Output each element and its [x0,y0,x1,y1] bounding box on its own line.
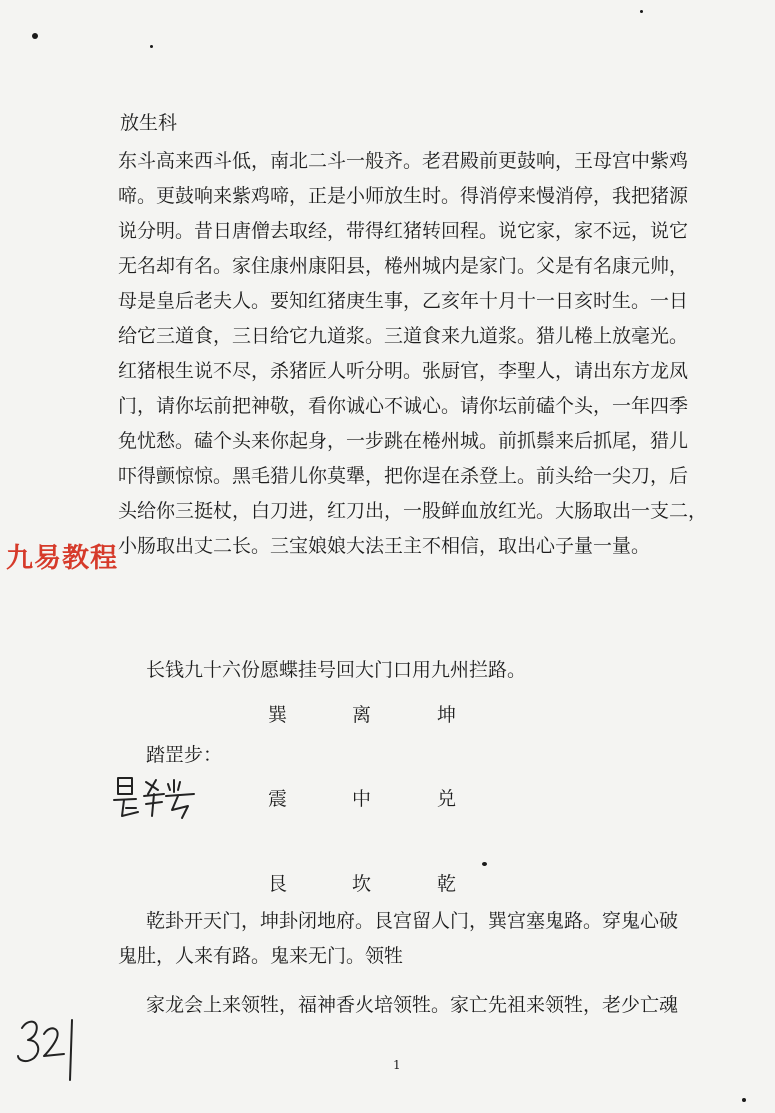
text-line: 头给你三挺杖，白刀进，红刀出，一股鲜血放红光。大肠取出一支二， [118,500,708,522]
paragraph-money [118,653,738,688]
trigram-zhong: 中 [352,788,372,810]
text-line: 乾卦开天门，坤卦闭地府。艮宫留人门，巽宫塞鬼路。穿鬼心破 [146,910,679,932]
text-line: 小肠取出丈二长。三宝娘娘大法王主不相信，取出心子量一量。 [118,535,651,557]
scan-speck [640,10,643,13]
text-line: 吓得颤惊惊。黑毛猎儿你莫犟，把你逞在杀登上。前头给一尖刀，后 [118,465,689,487]
text-line: 母是皇后老夫人。要知红猪庚生事，乙亥年十月十一日亥时生。一日 [118,290,689,312]
text-line: 长钱九十六份愿蝶挂号回大门口用九州拦路。 [146,659,527,681]
trigram-dui: 兑 [437,788,457,810]
text-line: 啼。更鼓响来紫鸡啼，正是小师放生时。得消停来慢消停，我把猪源 [118,185,689,207]
paragraph-main [118,144,738,564]
step-label: 踏罡步： [146,744,223,766]
document-title: 放生科 [120,112,178,134]
trigram-zhen: 震 [268,788,288,810]
trigram-kun: 坤 [437,704,457,726]
paragraph-offering [118,988,738,1023]
text-line: 门，请你坛前把神敬，看你诚心不诚心。请你坛前磕个头，一年四季 [118,395,689,417]
watermark-logo: 九易教程 [6,543,118,574]
text-line: 说分明。昔日唐僧去取经，带得红猪转回程。说它家，家不远，说它 [118,220,689,242]
handwritten-page-mark [14,1010,84,1090]
paragraph-trigram-notes [118,904,738,974]
text-line: 免忧愁。磕个头来你起身，一步跳在棬州城。前抓鬃来后抓尾，猎儿 [118,430,689,452]
text-line: 无名却有名。家住康州康阳县，棬州城内是家门。父是有名康元帅， [118,255,689,277]
text-line: 东斗高来西斗低，南北二斗一般齐。老君殿前更鼓响，王母宫中紫鸡 [118,150,689,172]
trigram-kan: 坎 [352,873,372,895]
text-line: 鬼肚，人来有路。鬼来无门。领牲 [118,945,404,967]
scan-speck [482,862,487,866]
trigram-li: 离 [352,704,372,726]
scan-speck [742,1098,746,1102]
scan-speck [150,45,153,48]
text-line: 给它三道食，三日给它九道浆。三道食来九道浆。猎儿棬上放毫光。 [118,325,689,347]
trigram-qian: 乾 [437,873,457,895]
trigram-xun: 巽 [268,704,288,726]
handwritten-annotation [112,772,207,822]
page-number: 1 [393,1058,401,1072]
trigram-gen: 艮 [268,873,288,895]
text-line: 红猪根生说不尽，杀猪匠人听分明。张厨官，李聖人，请出东方龙凤 [118,360,689,382]
text-line: 家龙会上来领牲，福神香火培领牲。家亡先祖来领牲，老少亡魂 [146,994,679,1016]
scan-speck [32,33,38,39]
